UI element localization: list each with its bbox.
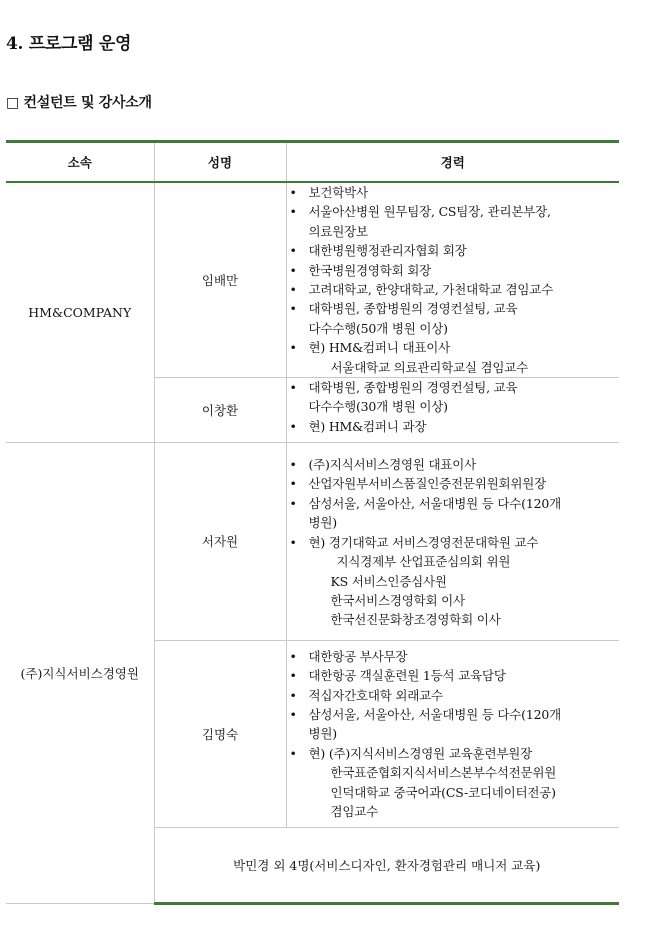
career-item: • 현) HM&컴퍼니 대표이사 서울대학교 의료관리학교실 겸임교수 <box>287 338 620 377</box>
header-career: 경력 <box>286 142 619 183</box>
career-item: • 보건학박사 <box>287 183 620 202</box>
table-row <box>6 182 619 378</box>
career-cell <box>286 443 619 641</box>
career-item: • 대한항공 부사무장 <box>287 647 620 666</box>
career-item: • 대학병원, 종합병원의 경영컨설팅, 교육 다수수행(50개 병원 이상) <box>287 299 620 338</box>
career-item: • 현) 경기대학교 서비스경영전문대학원 교수 지식경제부 산업표준심의회 위원 KS 서비스인증심사원 한국서비스경영학회 이사 한국선진문화창조경영학회 이사 <box>287 533 620 630</box>
career-list <box>287 183 620 377</box>
career-cell <box>286 182 619 378</box>
career-list <box>287 455 620 630</box>
career-cell <box>286 378 619 443</box>
career-item: • 고려대학교, 한양대학교, 가천대학교 겸임교수 <box>287 280 620 299</box>
section-title: □ 컨설턴트 및 강사소개 <box>6 95 152 111</box>
note-cell: 박민경 외 4명(서비스디자인, 환자경험관리 매니저 교육) <box>154 828 619 904</box>
career-item: • 대한항공 객실훈련원 1등석 교육담당 <box>287 666 620 685</box>
table-header-row <box>6 142 619 183</box>
page-title: 4. 프로그램 운영 <box>6 34 132 54</box>
career-item: • 대학병원, 종합병원의 경영컨설팅, 교육 다수수행(30개 병원 이상) <box>287 378 620 417</box>
career-item: • 대한병원행정관리자협회 회장 <box>287 241 620 260</box>
career-item: • 산업자원부서비스품질인증전문위원회위원장 <box>287 474 620 493</box>
career-cell <box>286 640 619 828</box>
career-item: • 삼성서울, 서울아산, 서울대병원 등 다수(120개 병원) <box>287 705 620 744</box>
name-cell: 김명숙 <box>154 640 286 828</box>
career-item: • (주)지식서비스경영원 대표이사 <box>287 455 620 474</box>
header-name: 성명 <box>154 142 286 183</box>
name-cell: 서자원 <box>154 443 286 641</box>
header-affiliation: 소속 <box>6 142 154 183</box>
affiliation-cell: HM&COMPANY <box>6 182 154 443</box>
career-item: • 현) (주)지식서비스경영원 교육훈련부원장 한국표준협회지식서비스본부수석전문위원 인덕대학교 중국어과(CS-코디네이터전공) 겸임교수 <box>287 744 620 822</box>
career-item: • 서울아산병원 원무팀장, CS팀장, 관리본부장, 의료원장보 <box>287 202 620 241</box>
consultant-table <box>6 140 619 905</box>
name-cell: 임배만 <box>154 182 286 378</box>
career-list <box>287 647 620 822</box>
career-item: • 삼성서울, 서울아산, 서울대병원 등 다수(120개 병원) <box>287 494 620 533</box>
career-list <box>287 378 620 436</box>
career-item: • 적십자간호대학 외래교수 <box>287 686 620 705</box>
affiliation-cell: (주)지식서비스경영원 <box>6 443 154 904</box>
name-cell: 이창환 <box>154 378 286 443</box>
career-item: • 한국병원경영학회 회장 <box>287 261 620 280</box>
career-item: • 현) HM&컴퍼니 과장 <box>287 417 620 436</box>
table-row <box>6 443 619 641</box>
